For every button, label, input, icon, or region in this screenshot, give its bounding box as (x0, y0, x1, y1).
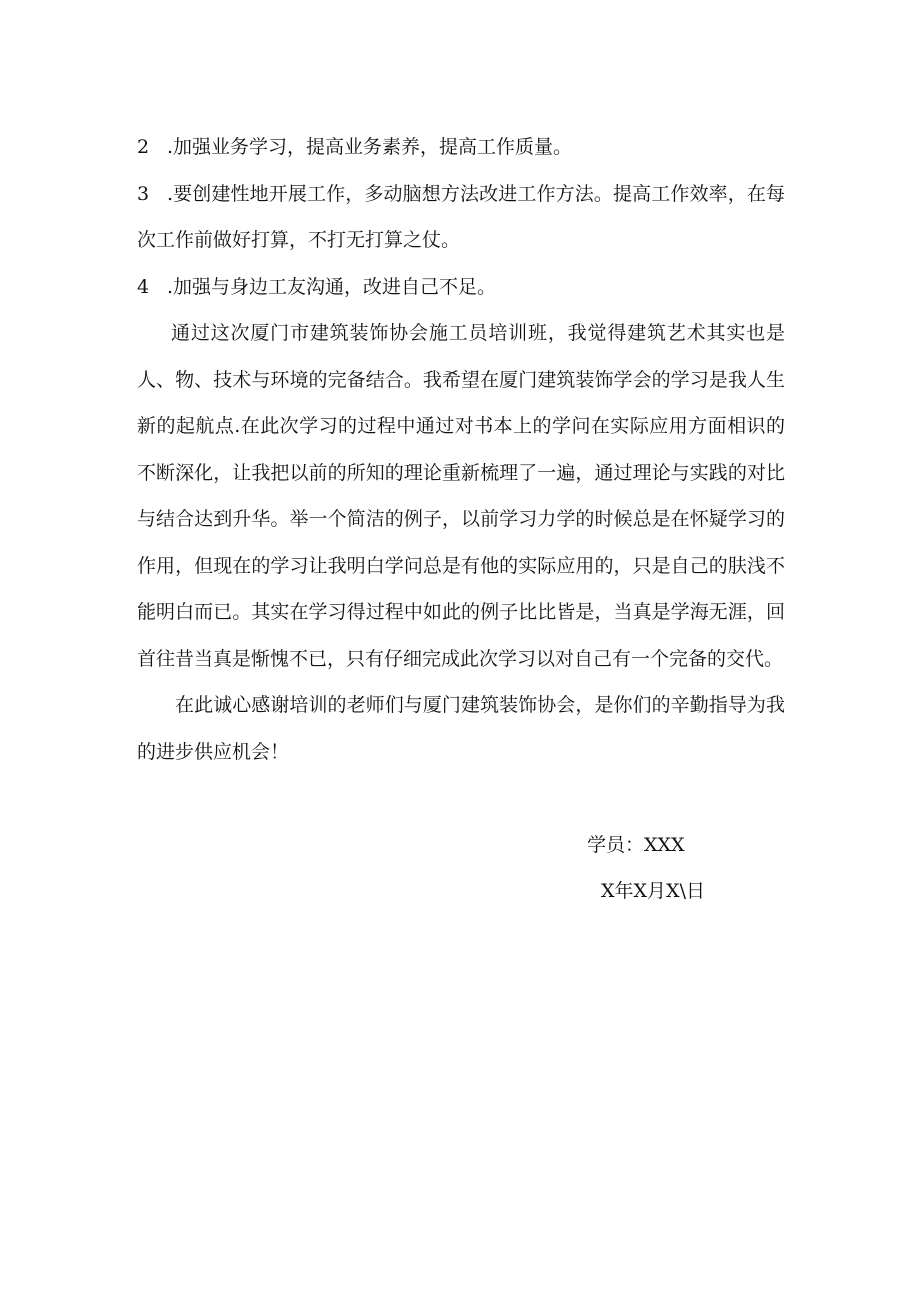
signature-date: X年X月X\日 (601, 880, 705, 902)
list-number: 3 (137, 182, 150, 205)
list-item-2 (137, 124, 785, 171)
list-text: .加强业务学习，提高业务素养，提高工作质量。 (167, 136, 573, 158)
list-number: 4 (137, 275, 150, 298)
list-number: 2 (137, 136, 150, 158)
list-item-4 (137, 264, 785, 311)
document-body (137, 124, 785, 775)
thanks-paragraph: 在此诚心感谢培训的老师们与厦门建筑装饰协会，是你们的辛勤指导为我的进步供应机会！ (137, 694, 785, 763)
body-paragraph: 通过这次厦门市建筑装饰协会施工员培训班，我觉得建筑艺术其实也是人、物、技术与环境的完备结合。我希望在厦门建筑装饰学会的学习是我人生新的起航点.在此次学习的过程中通过对书本上的学问在实际应用方面相识的不断深化，让我把以前的所知的理论重新梳理了一遍，通过理论与实践的对比与结合达到升华。举一个简洁的例子，以前学习力学的时候总是在怀疑学习的作用，但现在的学习让我明白学问总是有他的实际应用的，只是自己的肤浅不能明白而已。其实在学习得过程中如此的例子比比皆是，当真是学海无涯，回首往昔当真是惭愧不已，只有仔细完成此次学习以对自己有一个完备的交代。 (137, 322, 785, 670)
list-item-3 (137, 171, 785, 264)
list-text: .要创建性地开展工作，多动脑想方法改进工作方法。提高工作效率，在每次工作前做好打算，不打无打算之仗。 (137, 182, 785, 251)
signature-block (587, 822, 705, 914)
list-text: .加强与身边工友沟通，改进自己不足。 (167, 275, 497, 298)
student-name: 学员：XXX (587, 834, 685, 856)
